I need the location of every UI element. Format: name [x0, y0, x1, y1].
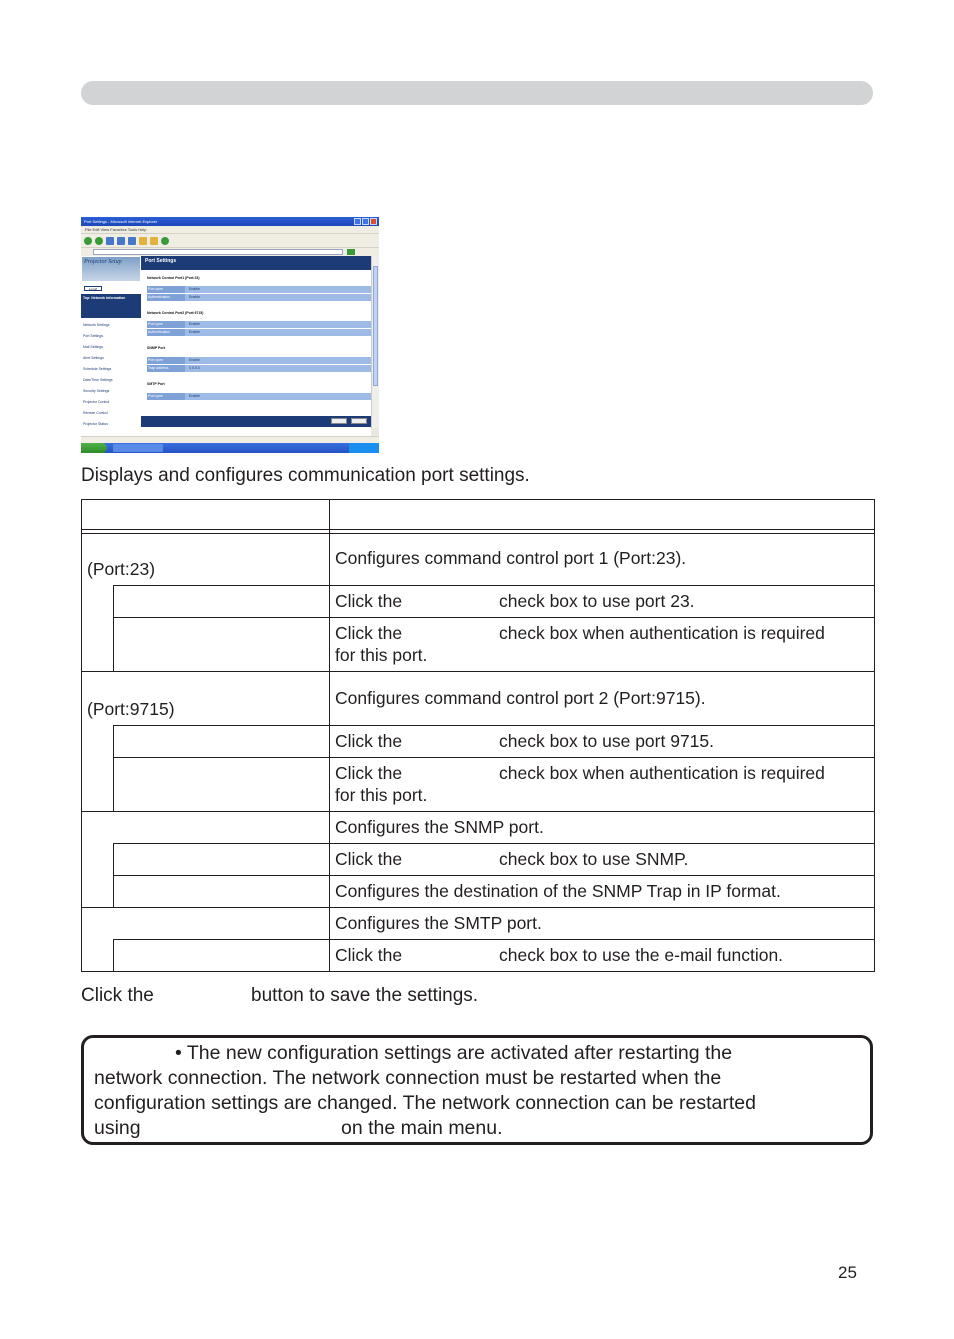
scrollbar-thumb — [373, 266, 378, 386]
smtp-open-text: check box to use the e-mail function. — [499, 945, 784, 965]
nav-item: Security Settings — [83, 389, 110, 393]
port1-auth-text: check box when authentication is required — [499, 623, 825, 643]
section-header-bar — [81, 81, 873, 105]
screenshot-button-bar — [141, 416, 371, 427]
home-icon — [128, 237, 136, 245]
status-bar — [81, 436, 379, 443]
forward-icon — [95, 237, 103, 245]
address-bar — [81, 247, 379, 256]
port2-auth-text: Click the — [335, 763, 403, 783]
setting-row: Port open Enable — [147, 357, 371, 364]
snmp-description: Configures the SNMP port. — [335, 817, 544, 837]
scrollbar — [371, 256, 379, 428]
screenshot-page-title: Port Settings — [141, 256, 371, 270]
address-field — [93, 249, 343, 255]
window-titlebar — [81, 217, 379, 226]
port2-open-text: check box to use port 9715. — [499, 731, 714, 751]
port1-auth-text: for this port. — [335, 645, 428, 665]
smtp-open-text: Click the — [335, 945, 403, 965]
taskbar — [81, 443, 379, 453]
snmp-trap-text: Configures the destination of the SNMP Trap in IP format. — [335, 881, 781, 901]
port1-label: (Port:23) — [87, 559, 156, 579]
port-settings-screenshot — [81, 217, 379, 453]
outro-text: Click the button to save the settings. — [81, 985, 479, 1006]
back-icon — [84, 237, 92, 245]
browser-toolbar — [81, 233, 379, 247]
favorites-icon — [150, 237, 158, 245]
nav-item: Port Settings — [83, 334, 104, 338]
setting-row: Port open Enable — [147, 286, 371, 293]
port1-open-text: check box to use port 23. — [499, 591, 695, 611]
intro-text: Displays and configures communication port settings. — [81, 465, 530, 486]
note-box: • The new configuration settings are activated after restarting the network connection. The network connection must be restarted when the configuration settings are changed. The network connection can be restarted using on the main menu. — [81, 1035, 873, 1145]
minimize-icon — [354, 218, 361, 225]
snmp-open-text: Click the — [335, 849, 403, 869]
screenshot-sidebar — [81, 256, 141, 436]
nav-top: Top: Network Information — [81, 294, 141, 318]
nav-item: Schedule Settings — [83, 367, 112, 371]
port2-auth-text: check box when authentication is required — [499, 763, 825, 783]
port2-open-text: Click the — [335, 731, 403, 751]
port2-label: (Port:9715) — [87, 699, 175, 719]
port1-open-text: Click the — [335, 591, 403, 611]
setting-row: Authentication Enable — [147, 294, 371, 301]
search-icon — [139, 237, 147, 245]
nav-item: Network Settings — [83, 323, 110, 327]
menu-bar: File Edit View Favorites Tools Help — [81, 226, 379, 233]
media-icon — [161, 237, 169, 245]
port2-description: Configures command control port 2 (Port:9715). — [335, 688, 706, 708]
section-title: SMTP Port — [147, 382, 165, 386]
nav-item: Alert Settings — [83, 356, 104, 360]
smtp-description: Configures the SMTP port. — [335, 913, 542, 933]
snmp-open-text: check box to use SNMP. — [499, 849, 689, 869]
nav-item: Projector Control — [83, 400, 110, 404]
screenshot-content — [141, 256, 371, 436]
section-title: Network Control Port1 (Port:23) — [147, 276, 200, 280]
window-title: Port Settings - Microsoft Internet Explorer — [84, 219, 158, 224]
go-icon — [347, 249, 355, 255]
port1-description: Configures command control port 1 (Port:23). — [335, 548, 687, 568]
port1-auth-text: Click the — [335, 623, 403, 643]
nav-item: Remote Control — [83, 411, 108, 415]
start-button — [81, 443, 107, 453]
settings-table — [81, 499, 875, 973]
apply-button — [331, 418, 347, 424]
setting-row: Port open Enable — [147, 393, 371, 400]
port2-auth-text: for this port. — [335, 785, 428, 805]
logo: Projector Setup — [82, 257, 140, 281]
nav-item: Date/Time Settings — [83, 378, 113, 382]
nav-list — [83, 320, 141, 430]
nav-item: Mail Settings — [83, 345, 104, 349]
page-number: 25 — [838, 1263, 857, 1282]
system-tray — [349, 443, 379, 453]
section-title: SNMP Port — [147, 346, 166, 350]
setting-row: Trap address 0.0.0.0 — [147, 365, 371, 372]
refresh-icon — [117, 237, 125, 245]
setting-row: Authentication Enable — [147, 329, 371, 336]
taskbar-item — [113, 444, 163, 452]
close-icon — [370, 218, 377, 225]
setting-row: Port open Enable — [147, 321, 371, 328]
stop-icon — [106, 237, 114, 245]
top-button — [351, 418, 367, 424]
nav-item: Projector Status — [83, 422, 108, 426]
section-title: Network Control Port2 (Port:9715) — [147, 311, 204, 315]
logout-button: Logoff — [84, 286, 102, 291]
maximize-icon — [362, 218, 369, 225]
